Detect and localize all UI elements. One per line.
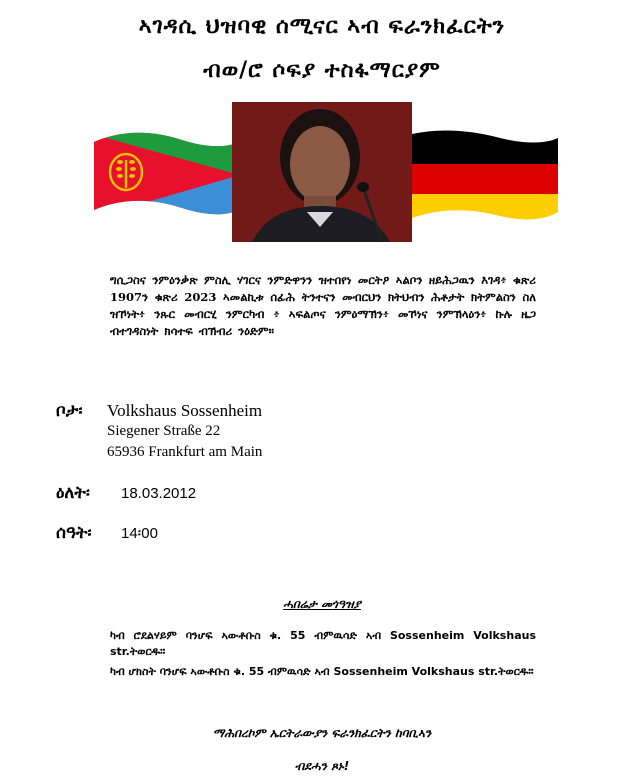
date-value: 18.03.2012 — [121, 485, 197, 502]
event-description: ግሲጋስና ንምዕንቃጽ ምስሊ ሃገርና ንምድዋንን ዝተበየነ መርትዖ ኣልቦን ዘይሕጋዉን እገዳ፥ ቁጽሪ 1907ን ቁጽሪ 2023 ኣመልኪቱ ሰፊሕ ትንተናን መብርህን ክትህብን ሕቶታት ክትምልስን ስለ ዝኾነት፥ ንጹር መብርሂ ንምርካብ ፥ ኣፍልጦና ንምዕማኽን፥ መኾነና ንምኽላዕን፥ ኩሉ ዜጋ ብተገዳስነት ክሳተፍ ብኽብሪ ንዕድም። — [110, 273, 536, 338]
closing-greeting: ብደሓን ጾኑ! — [294, 759, 350, 773]
organizer-name: ማሕበረኮም ኤርትራውያን ፍራንክፈርትን ከባቢኣን — [212, 726, 432, 740]
transport-heading: ሓበሬታ መጎዓዝያ — [283, 597, 361, 611]
venue-street: Siegener Straße 22 — [107, 423, 221, 439]
venue-city: 65936 Frankfurt am Main — [107, 444, 263, 460]
speaker-photo — [232, 102, 412, 242]
eritrea-flag-icon — [92, 120, 240, 220]
speaker-name: ብወ/ሮ ሶፍያ ተስፋማርያም — [203, 58, 441, 83]
venue-name: Volkshaus Sossenheim — [107, 401, 263, 420]
time-label: ሰዓት፡ — [56, 523, 92, 543]
transport-line-2: ካብ ሆክስት ባንሆፍ ኣውቶቡስ ቁ. 55 ብምዉሳድ ኣብ Sossenheim Volkshaus str.ትወርዱ። — [110, 665, 534, 678]
venue-label: ቦታ፡ — [56, 401, 83, 421]
germany-flag-icon — [410, 126, 560, 226]
speaker-photo-image — [232, 102, 412, 242]
date-label: ዕለት፡ — [56, 483, 90, 503]
seminar-title: ኣገዳሲ ህዝባዊ ሰሚናር ኣብ ፍራንክፈርትን — [138, 14, 506, 39]
time-value: 14፡00 — [121, 525, 158, 542]
transport-line-1: ካብ ሮደልሃይም ባንሆፍ ኣውቶቡስ ቁ. 55 ብምዉሳድ ኣብ Sossenheim Volkshaus str.ትወርዱ። — [110, 629, 536, 658]
